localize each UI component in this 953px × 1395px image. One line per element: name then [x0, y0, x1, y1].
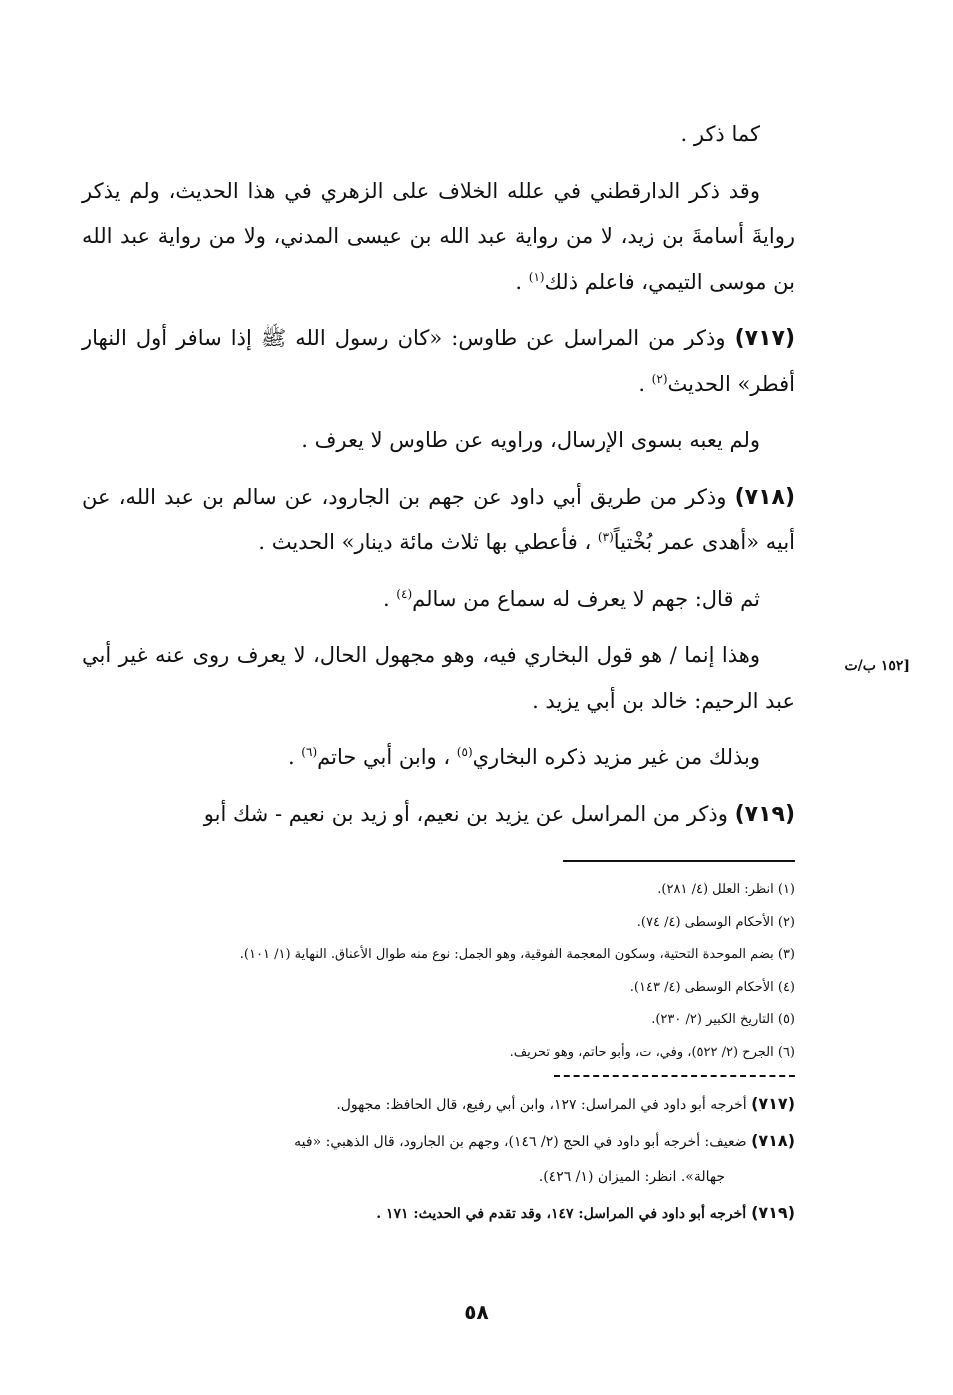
text: كما ذكر .: [680, 122, 760, 146]
hadith-number: (٧١٧): [734, 326, 795, 351]
page-number: ٥٨: [464, 1300, 489, 1324]
footnote: (١) انظر: العلل (٤/ ٢٨١).: [657, 882, 795, 897]
text: ولم يعبه بسوى الإرسال، وراويه عن طاوس لا يعرف .: [301, 428, 760, 452]
text: وبذلك من غير مزيد ذكره البخاري: [472, 745, 760, 769]
manuscript-margin-note: [١٥٢ ب/ت: [844, 658, 910, 674]
footnote: (٦) الجرح (٢/ ٥٢٢)، وفي، ت، وأبو حاتم، وهو تحريف.: [509, 1044, 795, 1060]
hadith-number: (٧١٩): [734, 801, 795, 827]
paragraph-hadith-718: [82, 475, 795, 566]
paragraph: [82, 418, 795, 464]
takhrij-item: [82, 1195, 795, 1232]
text: وهذا إنما / هو قول البخاري فيه، وهو مجهول الحال، لا يعرف روى عنه غير أبي عبد الرحيم: خالد بن أبي يزيد .: [82, 643, 795, 713]
paragraph-hadith-717: [82, 316, 795, 407]
paragraph: [82, 169, 795, 306]
paragraph: [82, 112, 795, 158]
takhrij-item: [82, 1123, 795, 1160]
footnotes: [100, 874, 795, 1069]
text: .: [515, 269, 529, 294]
text: ، وابن أبي حاتم: [317, 745, 457, 769]
text: .: [287, 745, 302, 769]
hadith-number: (٧١٩): [751, 1203, 795, 1222]
footnote-ref[interactable]: (١): [528, 269, 545, 284]
paragraph: [82, 633, 795, 724]
text: ثم قال: جهم لا يعرف له سماع من سالم: [412, 586, 760, 611]
footnote: (٢) الأحكام الوسطى (٤/ ٧٤).: [636, 914, 795, 930]
text: وذكر من طريق أبي داود عن جهم بن الجارود، عن سالم بن عبد الله، عن أبيه «أهدى عمر بُخْتياً: [82, 484, 795, 554]
hadith-number: (٧١٨): [751, 1131, 795, 1150]
text: وذكر من المراسل عن طاوس: «كان رسول الله ﷺ إذا سافر أول النهار أفطر» الحديث: [82, 326, 795, 396]
takhrij-item-continued: جهالة». انظر: الميزان (١/ ٤٢٦).: [538, 1169, 725, 1185]
footnote-separator: [563, 860, 795, 862]
hadith-number: (٧١٧): [751, 1094, 795, 1113]
paragraph: [82, 577, 795, 623]
text: وذكر من المراسل عن يزيد بن نعيم، أو زيد بن نعيم - شك أبو: [203, 801, 735, 826]
text: ضعيف: أخرجه أبو داود في الحج (٢/ ١٤٦)، وجهم بن الجارود، قال الذهبي: «فيه: [294, 1134, 752, 1150]
footnote-ref[interactable]: (٦): [301, 745, 318, 759]
footnote-ref[interactable]: (٣): [597, 530, 614, 544]
footnote: (٤) الأحكام الوسطى (٤/ ١٤٣).: [629, 979, 795, 995]
footnote: (٣) بضم الموحدة التحتية، وسكون المعجمة الفوقية، وهو الجمل: نوع منه طوال الأعناق. النهاية (١/ ١٠١).: [239, 947, 795, 962]
footnote: (٥) التاريخ الكبير (٢/ ٢٣٠).: [651, 1012, 795, 1027]
main-text: [82, 112, 795, 848]
text: ، فأعطي بها ثلاث مائة دينار» الحديث .: [258, 530, 598, 554]
text: أخرجه أبو داود في المراسل: ١٢٧، وابن أبي رفيع، قال الحافظ: مجهول.: [336, 1097, 752, 1113]
takhrij-notes: [82, 1086, 795, 1232]
takhrij-item: [82, 1086, 795, 1123]
footnote-ref[interactable]: (٢): [651, 371, 668, 386]
text: وقد ذكر الدارقطني في علله الخلاف على الزهري في هذا الحديث، ولم يذكر روايةَ أسامةَ بن زيد، لا من رواية عبد الله بن عيسى المدني، ولا من رواية عبد الله بن موسى التيمي، فاعلم ذلك: [82, 178, 795, 294]
footnote-ref[interactable]: (٥): [456, 745, 473, 759]
hadith-number: (٧١٨): [734, 484, 795, 510]
text: .: [382, 586, 397, 611]
takhrij-separator: [554, 1075, 795, 1077]
footnote-ref[interactable]: (٤): [396, 586, 413, 601]
text: .: [638, 371, 652, 396]
text: أخرجه أبو داود في المراسل: ١٤٧، وقد تقدم في الحديث: ١٧١ .: [376, 1206, 752, 1222]
paragraph: [82, 735, 795, 781]
paragraph-hadith-719: [82, 792, 795, 838]
